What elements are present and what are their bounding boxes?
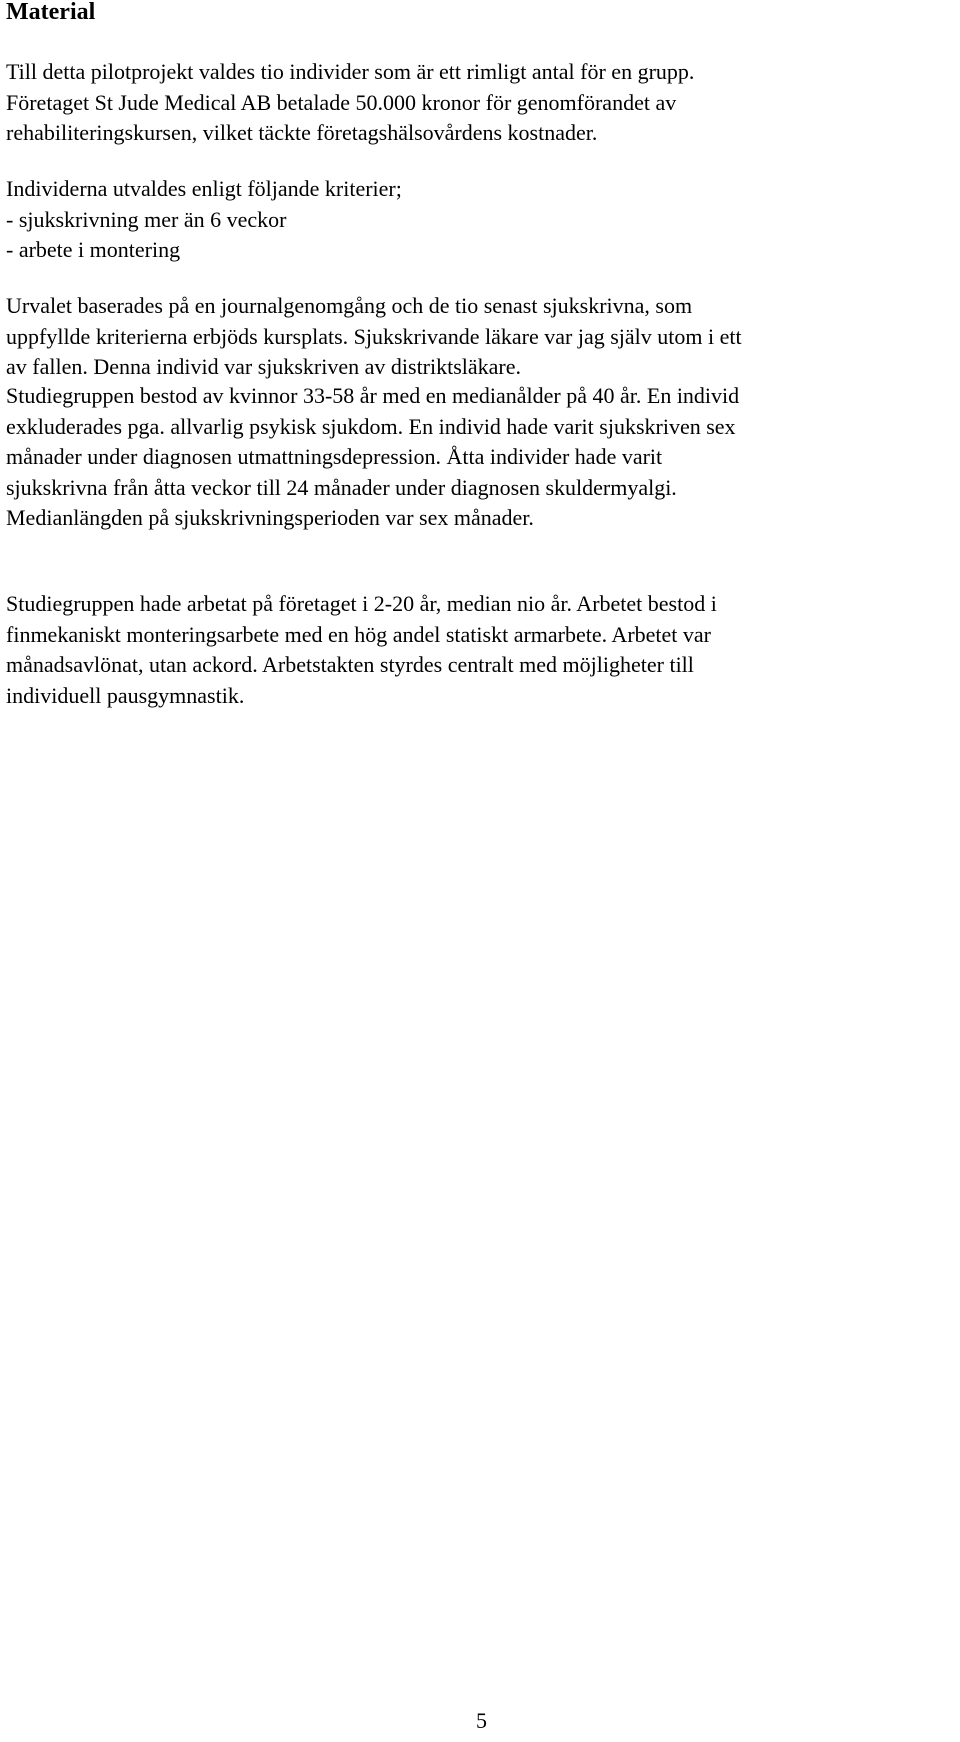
text-line: individuell pausgymnastik. [6, 682, 245, 708]
text-line: rehabiliteringskursen, vilket täckte företagshälsovårdens kostnader. [6, 120, 598, 145]
text-line: Medianlängden på sjukskrivningsperioden var sex månader. [6, 505, 534, 530]
text-line: exkluderades pga. allvarlig psykisk sjukdom. En individ hade varit sjukskriven sex [6, 413, 736, 439]
text-line: månader under diagnosen utmattningsdepression. Åtta individer hade varit [6, 444, 663, 469]
page-number: 5 [476, 1708, 487, 1733]
criteria-item: - sjukskrivning mer än 6 veckor [6, 206, 287, 232]
text-line: uppfyllde kriterierna erbjöds kursplats. Sjukskrivande läkare var jag själv utom i ett [6, 323, 742, 349]
criteria-item: - arbete i montering [6, 237, 181, 262]
text-line: Individerna utvaldes enligt följande kriterier; [6, 176, 402, 201]
text-line: Till detta pilotprojekt valdes tio individer som är ett rimligt antal för en grupp. [6, 59, 695, 84]
text-line: månadsavlönat, utan ackord. Arbetstakten styrdes centralt med möjligheter till [6, 652, 694, 677]
paragraph-study-group [6, 381, 956, 534]
paragraph-work-conditions [6, 589, 956, 711]
text-line: finmekaniskt monteringsarbete med en hög andel statiskt armarbete. Arbetet var [6, 621, 711, 647]
paragraph-selection-basis [6, 291, 956, 383]
paragraph-selection-budget [6, 57, 956, 149]
text-line: Studiegruppen hade arbetat på företaget i 2-20 år, median nio år. Arbetet bestod i [6, 591, 717, 616]
text-line: Företaget St Jude Medical AB betalade 50.000 kronor för genomförandet av [6, 89, 677, 115]
section-heading: Material [6, 0, 96, 25]
paragraph-criteria [6, 174, 956, 266]
text-line: Urvalet baserades på en journalgenomgång och de tio senast sjukskrivna, som [6, 293, 693, 318]
text-line: av fallen. Denna individ var sjukskriven av distriktsläkare. [6, 354, 522, 379]
text-line: sjukskrivna från åtta veckor till 24 månader under diagnosen skuldermyalgi. [6, 474, 677, 500]
text-line: Studiegruppen bestod av kvinnor 33-58 år med en medianålder på 40 år. En individ [6, 383, 740, 408]
